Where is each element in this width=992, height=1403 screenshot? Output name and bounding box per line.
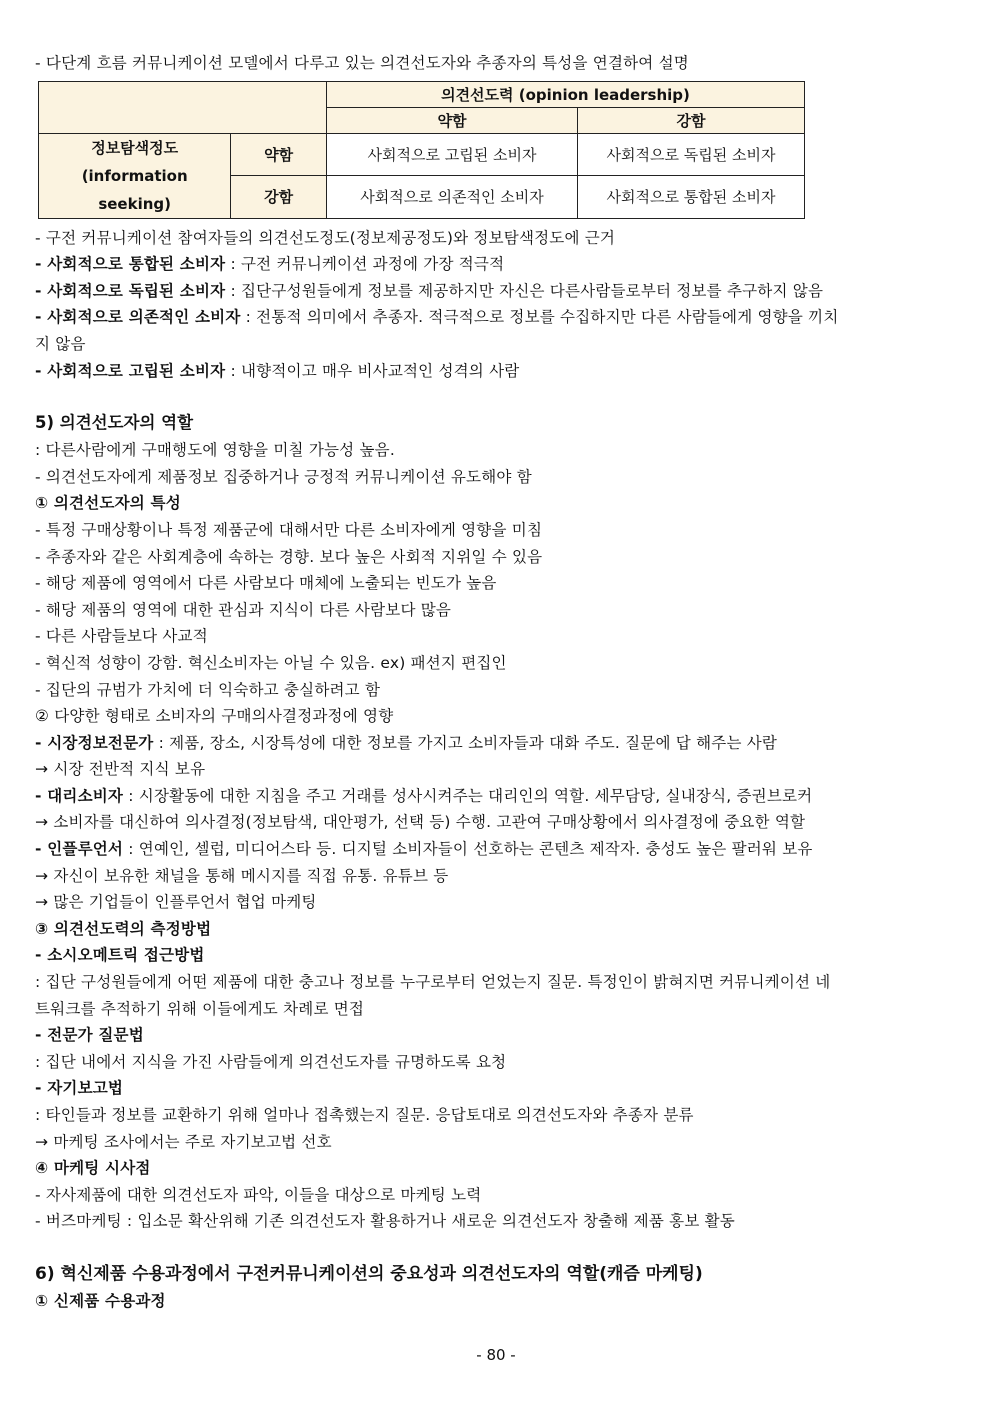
row-header-en: (information seeking) [81,166,188,213]
matrix-cell: 사회적으로 독립된 소비자 [578,133,805,176]
text-line: → 마케팅 조사에서는 주로 자기보고법 선호 [35,1132,332,1151]
matrix-col-weak: 약함 [327,107,578,133]
text-line: - 구전 커뮤니케이션 참여자들의 의견선도정도(정보제공정도)와 정보탐색정도에 근거 [35,228,616,247]
text-line: : 다른사람에게 구매행도에 영향을 미칠 가능성 높음. [35,441,395,460]
intro-line: - 다단계 흐름 커뮤니케이션 모델에서 다루고 있는 의견선도자와 추종자의 특성을 연결하여 설명 [35,54,689,72]
text-line: - 대리소비자 : 시장활동에 대한 지침을 주고 거래를 성사시켜주는 대리인의 역할. 세무담당, 실내장식, 증권브로커 [35,786,813,805]
text-line: - 자기보고법 [35,1079,124,1098]
matrix-col-header: 의견선도력 (opinion leadership) [327,81,805,107]
text-line: : 타인들과 정보를 교환하기 위해 얼마나 접촉했는지 질문. 응답토대로 의견선도자와 추종자 분류 [35,1106,694,1124]
text-line: - 인플루언서 : 연예인, 셀럽, 미디어스타 등. 디지털 소비자들이 선호하는 콘텐츠 제작자. 충성도 높은 팔러워 보유 [35,840,813,859]
text-line: → 소비자를 대신하여 의사결정(정보탐색, 대안평가, 선택 등) 수행. 고관여 구매상황에서 의사결정에 중요한 역할 [35,813,806,832]
page-number: - 80 - [476,1346,516,1364]
text-line: → 자신이 보유한 채널을 통해 메시지를 직접 유통. 유튜브 등 [35,866,449,885]
matrix-row-strong: 강함 [231,176,327,219]
list-item: - 해당 제품에 영역에서 다른 사람보다 매체에 노출되는 빈도가 높음 [35,574,497,593]
text-line: - 시장정보전문가 : 제품, 장소, 시장특성에 대한 정보를 가지고 소비자들과 대화 주도. 질문에 답 해주는 사람 [35,733,778,752]
text-line: - 전문가 질문법 [35,1026,144,1045]
text-line: 트워크를 추적하기 위해 이들에게도 차례로 면접 [35,999,365,1018]
list-item: - 다른 사람들보다 사교적 [35,627,208,646]
text-line: 지 않음 [35,334,86,353]
subsection-heading: ② 다양한 형태로 소비자의 구매의사결정과정에 영향 [35,707,394,726]
matrix-col-strong: 강함 [578,107,805,133]
subsection-heading: ① 신제품 수용과정 [35,1291,166,1310]
matrix-row-weak: 약함 [231,133,327,176]
section-heading: 5) 의견선도자의 역할 [35,413,194,433]
text-line: : 집단 구성원들에게 어떤 제품에 대한 충고나 정보를 누구로부터 얻었는지 질문. 특정인이 밝혀지면 커뮤니케이션 네 [35,973,831,992]
matrix-row-header [39,133,231,218]
text-line: - 사회적으로 고립된 소비자 : 내향적이고 매우 비사교적인 성격의 사람 [35,361,520,380]
text-line: - 의견선도자에게 제품정보 집중하거나 긍정적 커뮤니케이션 유도해야 함 [35,467,532,486]
text-line: - 사회적으로 통합된 소비자 : 구전 커뮤니케이션 과정에 가장 적극적 [35,255,505,274]
list-item: - 특정 구매상황이나 특정 제품군에 대해서만 다른 소비자에게 영향을 미침 [35,520,543,539]
list-item: - 집단의 규범가 가치에 더 익숙하고 충실하려고 함 [35,680,381,699]
text-line: - 버즈마케팅 : 입소문 확산위해 기존 의견선도자 활용하거나 새로운 의견선도자 창출해 제품 홍보 활동 [35,1212,735,1231]
list-item: - 혁신적 성향이 강함. 혁신소비자는 아닐 수 있음. ex) 패션지 편집인 [35,653,507,672]
section-heading: 6) 혁신제품 수용과정에서 구전커뮤니케이션의 중요성과 의견선도자의 역할(캐즘 마케팅) [35,1263,703,1284]
text-line: → 시장 전반적 지식 보유 [35,760,206,779]
subsection-heading: ③ 의견선도력의 측정방법 [35,919,212,938]
subsection-heading: ① 의견선도자의 특성 [35,494,181,513]
text-line: : 집단 내에서 지식을 가진 사람들에게 의견선도자를 규명하도록 요청 [35,1052,507,1071]
opinion-leadership-matrix [38,81,805,219]
text-line: - 자사제품에 대한 의견선도자 파악, 이들을 대상으로 마케팅 노력 [35,1185,482,1204]
document-page [35,50,961,1315]
text-line: - 사회적으로 의존적인 소비자 : 전통적 의미에서 추종자. 적극적으로 정보를 수집하지만 다른 사람들에게 영향을 끼치 [35,308,839,327]
text-line: - 소시오메트릭 접근방법 [35,946,205,965]
text-line: - 사회적으로 독립된 소비자 : 집단구성원들에게 정보를 제공하지만 자신은 다른사람들로부터 정보를 추구하지 않음 [35,281,824,300]
list-item: - 추종자와 같은 사회계층에 속하는 경향. 보다 높은 사회적 지위일 수 있음 [35,547,543,566]
row-header-ko: 정보탐색정도 [91,138,179,157]
matrix-cell: 사회적으로 고립된 소비자 [327,133,578,176]
matrix-cell: 사회적으로 의존적인 소비자 [327,176,578,219]
subsection-heading: ④ 마케팅 시사점 [35,1159,151,1178]
list-item: - 해당 제품의 영역에 대한 관심과 지식이 다른 사람보다 많음 [35,600,452,619]
matrix-cell: 사회적으로 통합된 소비자 [578,176,805,219]
matrix-corner [39,81,327,133]
text-line: → 많은 기업들이 인플루언서 협업 마케팅 [35,893,317,912]
